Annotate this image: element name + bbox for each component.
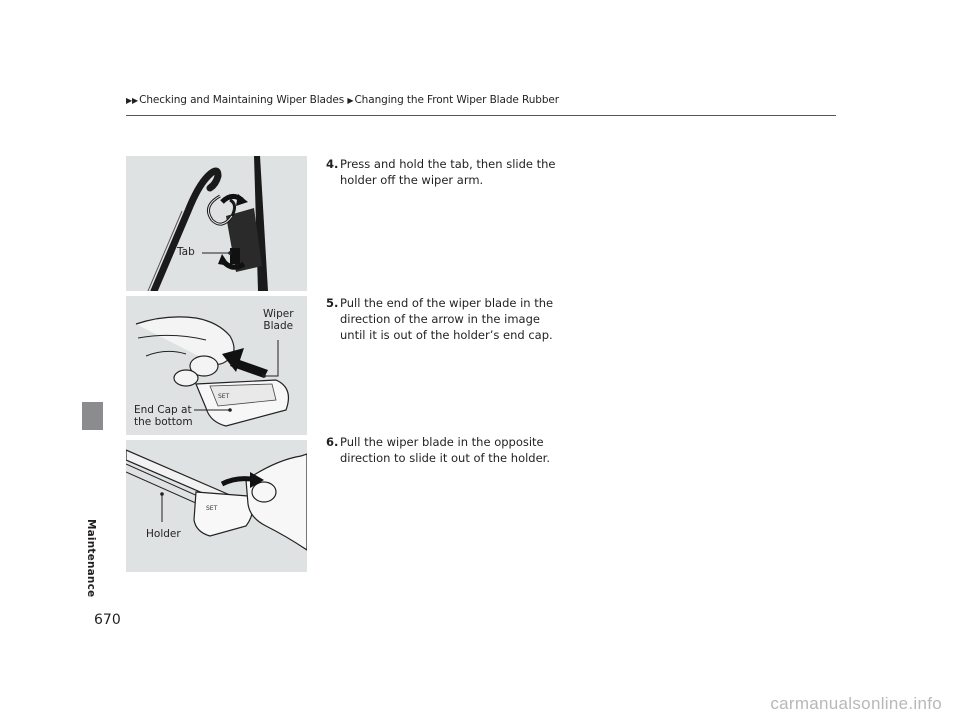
- callout-end-cap-line1: End Cap at: [134, 404, 192, 416]
- svg-text:SET: SET: [218, 393, 230, 400]
- step-4: [326, 156, 566, 188]
- callout-tab: Tab: [177, 246, 195, 258]
- step-number: 4.: [326, 157, 339, 171]
- figure-blade-end-cap: [126, 296, 307, 435]
- figure-holder-removal: [126, 440, 307, 572]
- callout-end-cap-line2: the bottom: [134, 416, 193, 428]
- watermark: carmanualsonline.info: [770, 694, 942, 713]
- callout-wiper-blade: [263, 308, 294, 332]
- header-divider: [126, 115, 836, 116]
- callout-wiper-blade-line1: Wiper: [263, 308, 294, 320]
- section-tab-label: Maintenance: [85, 519, 97, 598]
- step-5: [326, 295, 566, 343]
- breadcrumb-arrow-icon: ▶: [347, 96, 354, 105]
- section-tab-marker: [82, 402, 103, 430]
- step-6: [326, 434, 566, 466]
- wiper-arm-illustration: [126, 156, 307, 291]
- step-number: 5.: [326, 296, 339, 310]
- breadcrumb: [126, 94, 559, 106]
- page-number: 670: [94, 612, 121, 628]
- breadcrumb-item[interactable]: Changing the Front Wiper Blade Rubber: [354, 94, 559, 106]
- step-text: Press and hold the tab, then slide the holder off the wiper arm.: [340, 157, 556, 187]
- step-number: 6.: [326, 435, 339, 449]
- svg-text:SET: SET: [206, 505, 218, 512]
- breadcrumb-item[interactable]: Checking and Maintaining Wiper Blades: [139, 94, 345, 106]
- step-text: Pull the wiper blade in the opposite direction to slide it out of the holder.: [340, 435, 551, 465]
- figure-holder-release: [126, 156, 307, 291]
- breadcrumb-arrow-icon: ▶▶: [126, 96, 139, 105]
- callout-holder: Holder: [146, 528, 181, 540]
- callout-wiper-blade-line2: Blade: [263, 320, 294, 332]
- blade-sliding-out-illustration: [126, 440, 307, 572]
- step-text: Pull the end of the wiper blade in the direction of the arrow in the image until it is out of the holder’s end cap.: [340, 296, 554, 342]
- callout-end-cap: [134, 404, 193, 428]
